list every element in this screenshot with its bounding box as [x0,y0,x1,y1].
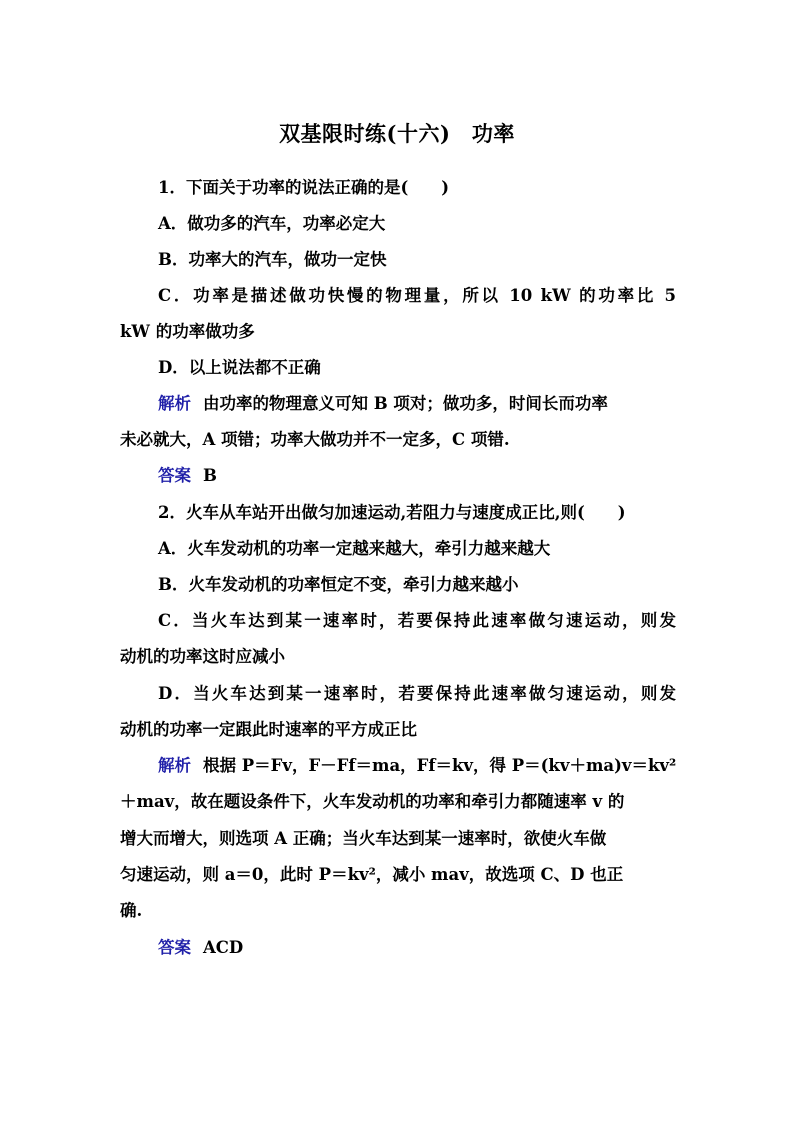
answer-label: 答案 [158,938,191,957]
q1-answer [158,465,676,487]
q2-analysis-line3: 增大而增大，则选项 A 正确；当火车达到某一速率时，欲使火车做 [120,829,607,848]
q1-option-b: B．功率大的汽车，做功一定快 [158,250,387,269]
q1-option-c-line1: C．功率是描述做功快慢的物理量，所以 10 kW 的功率比 5 [158,286,676,305]
q2-analysis-text1: 根据 P＝Fv，F－Ff＝ma，Ff＝kv，得 P＝(kv＋ma)v＝kv² [203,756,677,775]
q2-analysis-line1 [158,755,676,777]
q2-stem: 2．火车从车站开出做匀加速运动,若阻力与速度成正比,则( ) [158,503,626,522]
q1-option-a: A．做功多的汽车，功率必定大 [158,214,386,233]
q2-option-b: B．火车发动机的功率恒定不变，牵引力越来越小 [158,575,519,594]
q2-option-a: A．火车发动机的功率一定越来越大，牵引力越来越大 [158,539,551,558]
q2-option-c-line2: 动机的功率这时应减小 [120,647,285,666]
analysis-label: 解析 [158,756,191,775]
q2-analysis-line4: 匀速运动，则 a＝0，此时 P＝kv²，减小 mav，故选项 C、D 也正 [120,865,624,884]
q1-analysis-text1: 由功率的物理意义可知 B 项对；做功多，时间长而功率 [203,394,608,413]
q1-option-d: D．以上说法都不正确 [158,358,321,377]
q1-analysis-line2: 未必就大，A 项错；功率大做功并不一定多，C 项错. [120,430,510,449]
q2-answer [158,937,676,959]
q2-answer-value: ACD [203,938,244,957]
q2-option-d-line2: 动机的功率一定跟此时速率的平方成正比 [120,720,417,739]
q1-analysis-line1 [158,393,676,415]
q1-stem: 1．下面关于功率的说法正确的是( ) [158,178,450,197]
q2-option-d-line1: D．当火车达到某一速率时，若要保持此速率做匀速运动，则发 [158,684,676,703]
q2-analysis-line2: ＋mav，故在题设条件下，火车发动机的功率和牵引力都随速率 v 的 [120,792,625,811]
q1-option-c-line2: kW 的功率做功多 [120,322,255,341]
answer-label: 答案 [158,466,191,485]
q1-answer-value: B [203,466,217,485]
q2-analysis-line5: 确. [120,901,143,920]
q2-option-c-line1: C．当火车达到某一速率时，若要保持此速率做匀速运动，则发 [158,611,676,630]
analysis-label: 解析 [158,394,191,413]
page-title: 双基限时练(十六) 功率 [279,121,515,146]
